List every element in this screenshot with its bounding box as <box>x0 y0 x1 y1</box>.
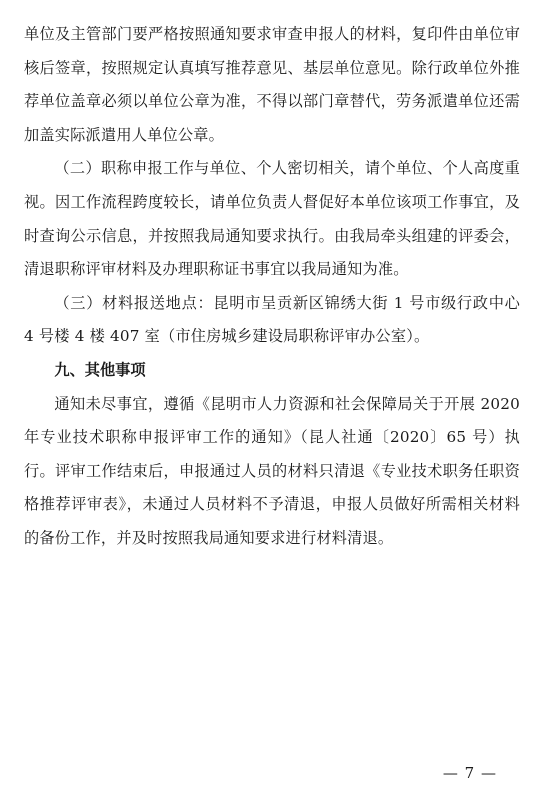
paragraph-item-three: （三）材料报送地点：昆明市呈贡新区锦绣大街 1 号市级行政中心 4 号楼 4 楼 407 室（市住房城乡建设局职称评审办公室）。 <box>24 293 520 346</box>
paragraph-item-two: （二）职称申报工作与单位、个人密切相关，请个单位、个人高度重视。因工作流程跨度较长，请单位负责人督促好本单位该项工作事宜，及时查询公示信息，并按照我局通知要求执行。由我局牵头组建的评委会，清退职称评审材料及办理职称证书事宜以我局通知为准。 <box>24 159 520 279</box>
page-number: — 7 — <box>442 764 497 782</box>
document-page <box>24 18 520 556</box>
paragraph-review-requirements: 单位及主管部门要严格按照通知要求审查申报人的材料，复印件由单位审核后签章，按照规定认真填写推荐意见、基层单位意见。除行政单位外推荐单位盖章必须以单位公章为准，不得以部门章替代，劳务派遣单位还需加盖实际派遣用人单位公章。 <box>24 25 520 144</box>
section-heading: 九、其他事项 <box>54 360 146 379</box>
paragraph-other-matters: 通知未尽事宜，遵循《昆明市人力资源和社会保障局关于开展 2020 年专业技术职称申报评审工作的通知》（昆人社通〔2020〕65 号）执行。评审工作结束后，申报通过人员的材料只清退《专业技术职务任职资格推荐评审表》，未通过人员材料不予清退，申报人员做好所需相关材料的备份工作，并及时按照我局通知要求进行材料清退。 <box>24 394 520 547</box>
